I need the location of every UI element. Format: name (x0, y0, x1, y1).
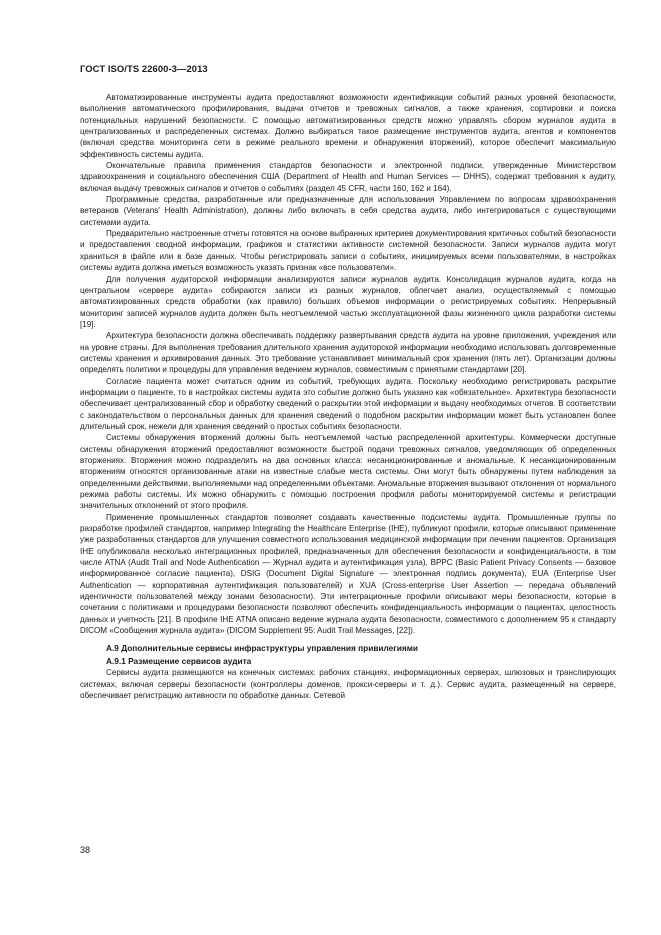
body-text (80, 92, 616, 701)
page-number: 38 (80, 845, 91, 855)
paragraph-industry-standards: Применение промышленных стандартов позволяет создавать качественные подсистемы аудита. Промышленные группы по разработке профилей стандартов, например Integrating the Healthcare Enterprise (IHE), публикуют профили, которые описывают применение уже разработанных стандартов для улучшения совместного использования медицинской информации при лечении пациентов. Организация IHE опубликовала несколько интеграционных профилей, предназначенных для обеспечения безопасности и конфиденциальности, в том числе ATNA (Audit Trail and Node Authentication — Журнал аудита и аутентификация узла), BPPC (Basic Patient Privacy Consents — базовое информированное согласие пациента), DSIG (Document Digital Signature — электронная подпись документа), EUA (Enterprise User Authentication — корпоративная аутентификация пользователей) и XUA (Cross-enterprise User Assertion — передача объявлений идентичности пользователей между зонами безопасности). Эти интеграционные профили описывают меры безопасности, которые в сочетании с политиками и процедурами безопасности позволяют обеспечить конфиденциальность информации о пациентах, целостность данных и учетность [21]. В профиле IHE ATNA описано ведение журнала аудита безопасности, совместимого с дополнением 95 к стандарту DICOM «Сообщения журнала аудита» (DICOM Supplement 95: Audit Trail Messages, [22]). (80, 512, 616, 636)
paragraph-intrusion-detection: Системы обнаружения вторжений должны быть неотъемлемой частью распределенной архитектуры. Коммерчески доступные системы обнаружения вторжений предоставляют возможности быстрой подачи тревожных сигналов, уведомляющих об определенных вторжениях. Вторжения можно подразделить на два основных класса: несанкционированные и аномальные. К несанкционированным вторжениям относятся организованные атаки на известные слабые места системы. Они могут быть обнаружены путем наблюдения за определенными действиями, выполняемыми над определенными объектами. Аномальные вторжения вызывают отклонения от нормального режима работы системы. Их можно обнаружить с помощью построения профиля работы мониторируемой системы и регистрации значительных отклонений от этого профиля. (80, 433, 616, 511)
paragraph-dhhs-rules: Окончательные правила применения стандартов безопасности и электронной подписи, утвержденные Министерством здравоохранения и социального обеспечения США (Department of Health and Human Services — DHHS), содержат требования к аудиту, включая выдачу тревожных сигналов и отчетов о событиях (раздел 45 CFR, части 160, 162 и 164). (80, 161, 616, 193)
subsection-heading-a91: А.9.1 Размещение сервисов аудита (106, 655, 252, 666)
paragraph-audit-analysis: Для получения аудиторской информации анализируются записи журналов аудита. Консолидация журналов аудита, когда на центральном «сервере аудита» собираются записи из разных журналов, облегчает анализ, осуществляемый с помощью автоматизированных средств обработки (как правило) больших объемов информации о регистрируемых событиях. Непрерывный мониторинг записей журналов аудита должен быть неотъемлемой частью эксплуатационной фазы жизненного цикла разработки системы [19]. (80, 274, 616, 329)
paragraph-patient-consent: Согласие пациента может считаться одним из событий, требующих аудита. Поскольку необходимо регистрировать раскрытие информации о пациенте, то в настройках системы аудита это событие должно быть указано как «обязательное». Архитектура безопасности обеспечивает централизованный сбор и обработку сведений о раскрытии этой информации и выдачу необходимых отчетов. В соответствии с законодательством о персональных данных для хранения сведений о подобном раскрытии информации может быть установлен более длительный срок, нежели для хранения сведений о простых событиях безопасности. (80, 376, 616, 431)
paragraph-security-architecture: Архитектура безопасности должна обеспечивать поддержку развертывания средств аудита на уровне приложения, учреждения или на уровне страны. Для выполнения требования длительного хранения аудиторской информации необходимо использовать долговременные системы хранения и архивирования данных. Это требование устанавливает минимальный срок хранения (пять лет). Организации должны определять политики и процедуры для управления ведением журналов, совместимым с принятыми стандартами [20]. (80, 331, 616, 375)
paragraph-audit-services-placement: Сервисы аудита размещаются на конечных системах: рабочих станциях, информационных серверах, шлюзовых и транслирующих системах, включая серверы безопасности (контроллеры доменов, прокси-серверы и т. д.). Сервис аудита, размещенный на сервере, обеспечивает регистрацию активности по обработке данных. Сетевой (80, 668, 616, 700)
document-header: ГОСТ ISO/TS 22600-3—2013 (80, 63, 208, 74)
paragraph-audit-tools: Автоматизированные инструменты аудита предоставляют возможности идентификации событий разных уровней безопасности, выполнения автоматического профилирования, выдачи отчетов и тревожных сигналов, а также хранения, сортировки и поиска потенциальных нарушений безопасности. С помощью автоматизированных средств можно управлять сбором журналов аудита в централизованных и распределенных системах. Должно выбираться такое размещение инструментов аудита, агентов и компонентов (включая средства мониторинга сети в режиме реального времени и обнаружения вторжений), которое обеспечит максимальную эффективность системы аудита. (80, 93, 616, 159)
section-heading-a9: А.9 Дополнительные сервисы инфраструктуры управления привилегиями (106, 642, 418, 653)
paragraph-preconfigured-reports: Предварительно настроенные отчеты готовятся на основе выбранных критериев документирования критичных событий безопасности и предоставления сводной информации, графиков и статистики активности системной безопасности. Записи журналов аудита могут храниться в файле или в базе данных. Чтобы регистрировать записи о событиях, инициируемых всеми пользователями, в настройках системы аудита должна иметься возможность указать признак «все пользователи». (80, 229, 616, 273)
paragraph-veterans-software: Программные средства, разработанные или предназначенные для использования Управлением по вопросам здравоохранения ветеранов (Veterans' Health Administration), должны либо включать в себя средства аудита, либо интегрироваться с существующими системами аудита. (80, 195, 616, 227)
